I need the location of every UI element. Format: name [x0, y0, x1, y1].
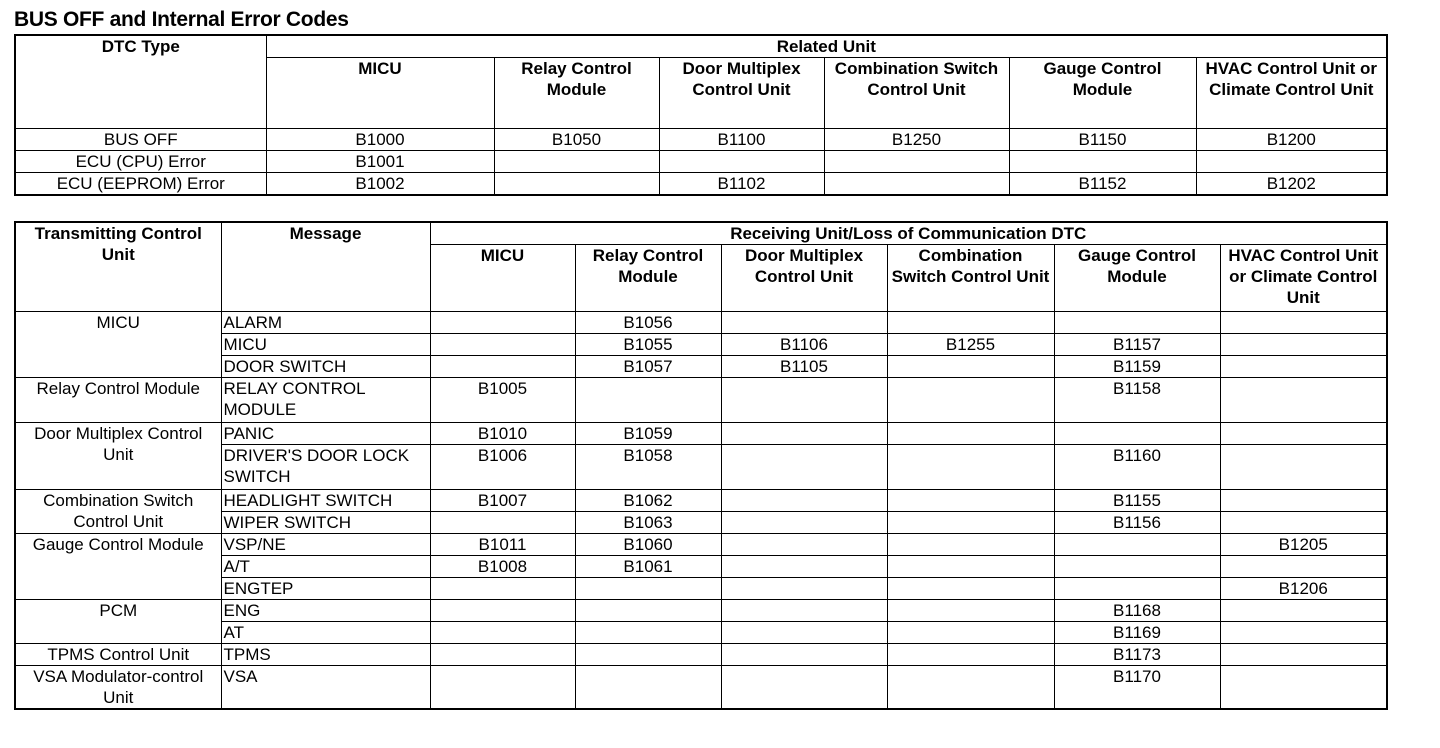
message-cell: ALARM — [221, 312, 430, 334]
column-header: Combination Switch Control Unit — [824, 58, 1009, 129]
receiving-unit-header: Receiving Unit/Loss of Communication DTC — [430, 222, 1387, 245]
dtc-code-cell: B1206 — [1220, 578, 1387, 600]
dtc-code-cell: B1158 — [1054, 378, 1220, 423]
dtc-code-cell — [430, 312, 575, 334]
dtc-code-cell — [887, 666, 1054, 710]
dtc-code-cell: B1202 — [1196, 173, 1387, 196]
dtc-code-cell: B1173 — [1054, 644, 1220, 666]
dtc-code-cell — [1220, 312, 1387, 334]
dtc-code-cell — [1009, 151, 1196, 173]
column-header: HVAC Control Unit or Climate Control Unit — [1196, 58, 1387, 129]
message-cell: MICU — [221, 334, 430, 356]
dtc-code-cell — [1220, 334, 1387, 356]
dtc-code-cell — [1220, 666, 1387, 710]
dtc-code-cell: B1155 — [1054, 490, 1220, 512]
dtc-code-cell: B1006 — [430, 445, 575, 490]
table-row — [15, 173, 1387, 196]
dtc-code-cell: B1001 — [266, 151, 494, 173]
dtc-code-cell — [430, 600, 575, 622]
dtc-code-cell: B1063 — [575, 512, 721, 534]
transmitting-unit-cell: TPMS Control Unit — [15, 644, 221, 666]
message-cell: PANIC — [221, 423, 430, 445]
dtc-type-cell: BUS OFF — [15, 129, 266, 151]
dtc-code-cell — [494, 173, 659, 196]
transmitting-unit-cell: PCM — [15, 600, 221, 644]
dtc-code-cell: B1062 — [575, 490, 721, 512]
loss-of-communication-table — [14, 221, 1388, 710]
dtc-code-cell — [575, 578, 721, 600]
dtc-code-cell — [1220, 356, 1387, 378]
dtc-code-cell — [575, 600, 721, 622]
dtc-code-cell — [721, 556, 887, 578]
dtc-code-cell: B1255 — [887, 334, 1054, 356]
dtc-code-cell — [575, 378, 721, 423]
dtc-code-cell: B1100 — [659, 129, 824, 151]
dtc-code-cell: B1002 — [266, 173, 494, 196]
transmitting-unit-cell: MICU — [15, 312, 221, 378]
dtc-code-cell — [887, 423, 1054, 445]
dtc-code-cell — [721, 445, 887, 490]
dtc-code-cell — [1220, 622, 1387, 644]
dtc-code-cell — [887, 378, 1054, 423]
dtc-code-cell — [1220, 512, 1387, 534]
dtc-code-cell — [1054, 534, 1220, 556]
message-cell: A/T — [221, 556, 430, 578]
dtc-code-cell — [1220, 423, 1387, 445]
dtc-code-cell: B1005 — [430, 378, 575, 423]
dtc-code-cell — [430, 512, 575, 534]
dtc-code-cell: B1157 — [1054, 334, 1220, 356]
dtc-code-cell — [1054, 312, 1220, 334]
dtc-code-cell: B1150 — [1009, 129, 1196, 151]
transmitting-unit-cell: Door Multiplex Control Unit — [15, 423, 221, 490]
dtc-code-cell: B1170 — [1054, 666, 1220, 710]
dtc-code-cell — [887, 556, 1054, 578]
dtc-code-cell — [430, 356, 575, 378]
dtc-code-cell — [887, 600, 1054, 622]
dtc-code-cell — [887, 445, 1054, 490]
dtc-code-cell — [721, 666, 887, 710]
dtc-code-cell: B1102 — [659, 173, 824, 196]
column-header: Gauge Control Module — [1009, 58, 1196, 129]
dtc-code-cell: B1060 — [575, 534, 721, 556]
dtc-code-cell — [721, 600, 887, 622]
column-header: Relay Control Module — [494, 58, 659, 129]
dtc-code-cell: B1008 — [430, 556, 575, 578]
dtc-code-cell: B1050 — [494, 129, 659, 151]
dtc-code-cell — [1220, 445, 1387, 490]
dtc-code-cell: B1168 — [1054, 600, 1220, 622]
dtc-code-cell — [575, 622, 721, 644]
table-row — [15, 129, 1387, 151]
dtc-code-cell — [721, 534, 887, 556]
column-header: Relay Control Module — [575, 245, 721, 312]
bus-off-table — [14, 34, 1388, 196]
transmitting-unit-cell: Combination Switch Control Unit — [15, 490, 221, 534]
column-header: Door Multiplex Control Unit — [721, 245, 887, 312]
table-row — [15, 578, 1387, 600]
related-unit-header: Related Unit — [266, 35, 1387, 58]
dtc-code-cell: B1055 — [575, 334, 721, 356]
table-row — [15, 490, 1387, 512]
dtc-code-cell — [721, 423, 887, 445]
message-cell: DOOR SWITCH — [221, 356, 430, 378]
dtc-code-cell: B1169 — [1054, 622, 1220, 644]
dtc-code-cell — [721, 644, 887, 666]
table-row — [15, 378, 1387, 423]
dtc-code-cell — [824, 173, 1009, 196]
dtc-code-cell — [887, 534, 1054, 556]
table-row — [15, 666, 1387, 710]
dtc-code-cell: B1105 — [721, 356, 887, 378]
dtc-code-cell — [430, 644, 575, 666]
dtc-code-cell — [1054, 578, 1220, 600]
dtc-code-cell: B1156 — [1054, 512, 1220, 534]
dtc-code-cell — [721, 378, 887, 423]
dtc-code-cell — [887, 622, 1054, 644]
table-row — [15, 356, 1387, 378]
dtc-code-cell: B1000 — [266, 129, 494, 151]
table-row — [15, 334, 1387, 356]
table-row — [15, 556, 1387, 578]
message-cell: VSP/NE — [221, 534, 430, 556]
dtc-code-cell — [430, 578, 575, 600]
dtc-code-cell: B1160 — [1054, 445, 1220, 490]
dtc-code-cell — [1196, 151, 1387, 173]
message-cell: ENGTEP — [221, 578, 430, 600]
dtc-code-cell — [430, 666, 575, 710]
dtc-code-cell: B1056 — [575, 312, 721, 334]
dtc-code-cell: B1152 — [1009, 173, 1196, 196]
column-header: Gauge Control Module — [1054, 245, 1220, 312]
dtc-code-cell — [721, 512, 887, 534]
transmitting-unit-cell: VSA Modulator-control Unit — [15, 666, 221, 710]
dtc-code-cell: B1058 — [575, 445, 721, 490]
message-cell: RELAY CONTROL MODULE — [221, 378, 430, 423]
dtc-type-cell: ECU (EEPROM) Error — [15, 173, 266, 196]
column-header: MICU — [430, 245, 575, 312]
dtc-type-header: DTC Type — [15, 35, 266, 129]
dtc-type-cell: ECU (CPU) Error — [15, 151, 266, 173]
dtc-code-cell — [887, 578, 1054, 600]
dtc-code-cell — [430, 334, 575, 356]
dtc-code-cell — [721, 578, 887, 600]
dtc-code-cell: B1057 — [575, 356, 721, 378]
message-cell: VSA — [221, 666, 430, 710]
message-cell: HEADLIGHT SWITCH — [221, 490, 430, 512]
dtc-code-cell — [430, 622, 575, 644]
message-cell: WIPER SWITCH — [221, 512, 430, 534]
column-header: MICU — [266, 58, 494, 129]
message-cell: TPMS — [221, 644, 430, 666]
table-row — [15, 600, 1387, 622]
column-header: HVAC Control Unit or Climate Control Unit — [1220, 245, 1387, 312]
dtc-code-cell — [1220, 600, 1387, 622]
dtc-code-cell: B1061 — [575, 556, 721, 578]
transmitting-unit-header: Transmitting Control Unit — [15, 222, 221, 312]
message-cell: ENG — [221, 600, 430, 622]
dtc-code-cell — [494, 151, 659, 173]
table-row — [15, 423, 1387, 445]
dtc-code-cell: B1059 — [575, 423, 721, 445]
dtc-code-cell — [659, 151, 824, 173]
dtc-code-cell: B1200 — [1196, 129, 1387, 151]
dtc-code-cell — [575, 644, 721, 666]
column-header: Combination Switch Control Unit — [887, 245, 1054, 312]
table-row — [15, 534, 1387, 556]
dtc-code-cell: B1250 — [824, 129, 1009, 151]
message-cell: DRIVER'S DOOR LOCK SWITCH — [221, 445, 430, 490]
dtc-code-cell — [887, 644, 1054, 666]
dtc-code-cell — [1220, 644, 1387, 666]
table-row — [15, 151, 1387, 173]
dtc-code-cell — [721, 312, 887, 334]
dtc-code-cell: B1010 — [430, 423, 575, 445]
dtc-code-cell — [824, 151, 1009, 173]
dtc-code-cell: B1205 — [1220, 534, 1387, 556]
table-row — [15, 312, 1387, 334]
dtc-code-cell: B1106 — [721, 334, 887, 356]
dtc-code-cell — [887, 356, 1054, 378]
dtc-code-cell: B1007 — [430, 490, 575, 512]
dtc-code-cell — [721, 490, 887, 512]
dtc-code-cell — [887, 490, 1054, 512]
table-row — [15, 622, 1387, 644]
page-title: BUS OFF and Internal Error Codes — [14, 8, 349, 31]
dtc-code-cell — [887, 312, 1054, 334]
dtc-code-cell — [1220, 378, 1387, 423]
table-row — [15, 512, 1387, 534]
table-row — [15, 644, 1387, 666]
dtc-code-cell — [721, 622, 887, 644]
dtc-code-cell — [1054, 423, 1220, 445]
message-header: Message — [221, 222, 430, 312]
dtc-code-cell: B1159 — [1054, 356, 1220, 378]
dtc-code-cell: B1011 — [430, 534, 575, 556]
transmitting-unit-cell: Relay Control Module — [15, 378, 221, 423]
dtc-code-cell — [1220, 556, 1387, 578]
table-row — [15, 445, 1387, 490]
dtc-code-cell — [1220, 490, 1387, 512]
transmitting-unit-cell: Gauge Control Module — [15, 534, 221, 600]
message-cell: AT — [221, 622, 430, 644]
dtc-code-cell — [1054, 556, 1220, 578]
column-header: Door Multiplex Control Unit — [659, 58, 824, 129]
dtc-code-cell — [575, 666, 721, 710]
dtc-code-cell — [887, 512, 1054, 534]
